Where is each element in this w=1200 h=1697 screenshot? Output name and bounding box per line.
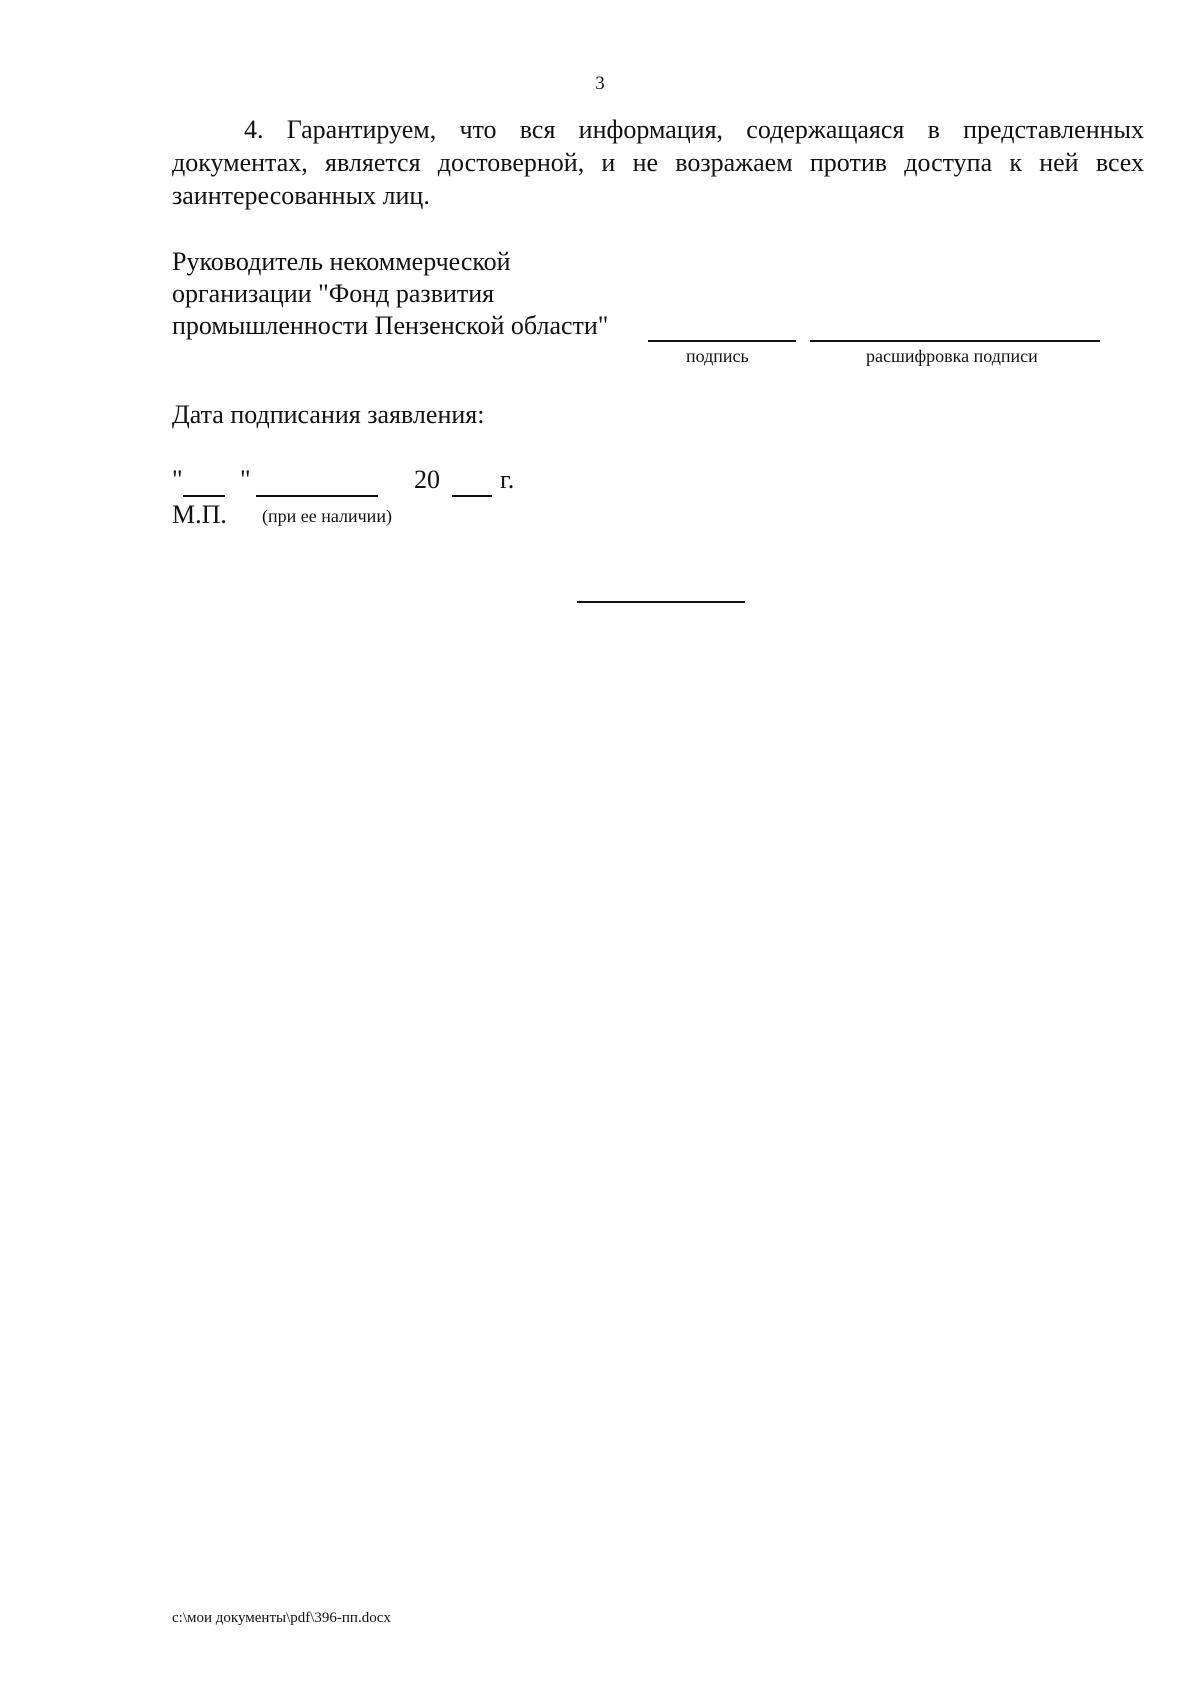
signature-line <box>648 340 796 342</box>
day-quote-close: " <box>240 465 251 494</box>
signer-line-3: промышленности Пензенской области" <box>172 311 609 340</box>
signer-block <box>172 246 608 342</box>
guarantee-paragraph: 4. Гарантируем, что вся информация, содержащаяся в представленных документах, является достоверной, и не возражаем против доступа к ней всех заинтересованных лиц. <box>172 115 1144 210</box>
day-line <box>183 495 225 497</box>
stamp-note: (при ее наличии) <box>262 506 392 526</box>
signer-line-2: организации "Фонд развития <box>172 279 495 308</box>
year-line <box>452 495 492 497</box>
page-number: 3 <box>595 73 605 94</box>
footer-file-path: c:\мои документы\pdf\396-пп.docx <box>172 1610 391 1626</box>
decoding-caption: расшифровка подписи <box>866 346 1038 366</box>
day-quote-open: " <box>172 465 183 494</box>
decoding-line <box>810 340 1100 342</box>
stamp-label: М.П. <box>172 500 227 529</box>
month-line <box>256 495 378 497</box>
year-prefix: 20 <box>414 465 440 494</box>
signer-line-1: Руководитель некоммерческой <box>172 247 511 276</box>
date-row <box>172 465 572 499</box>
end-separator <box>577 601 745 603</box>
signature-caption: подпись <box>686 346 749 366</box>
date-label: Дата подписания заявления: <box>172 400 485 429</box>
year-suffix: г. <box>500 465 515 494</box>
